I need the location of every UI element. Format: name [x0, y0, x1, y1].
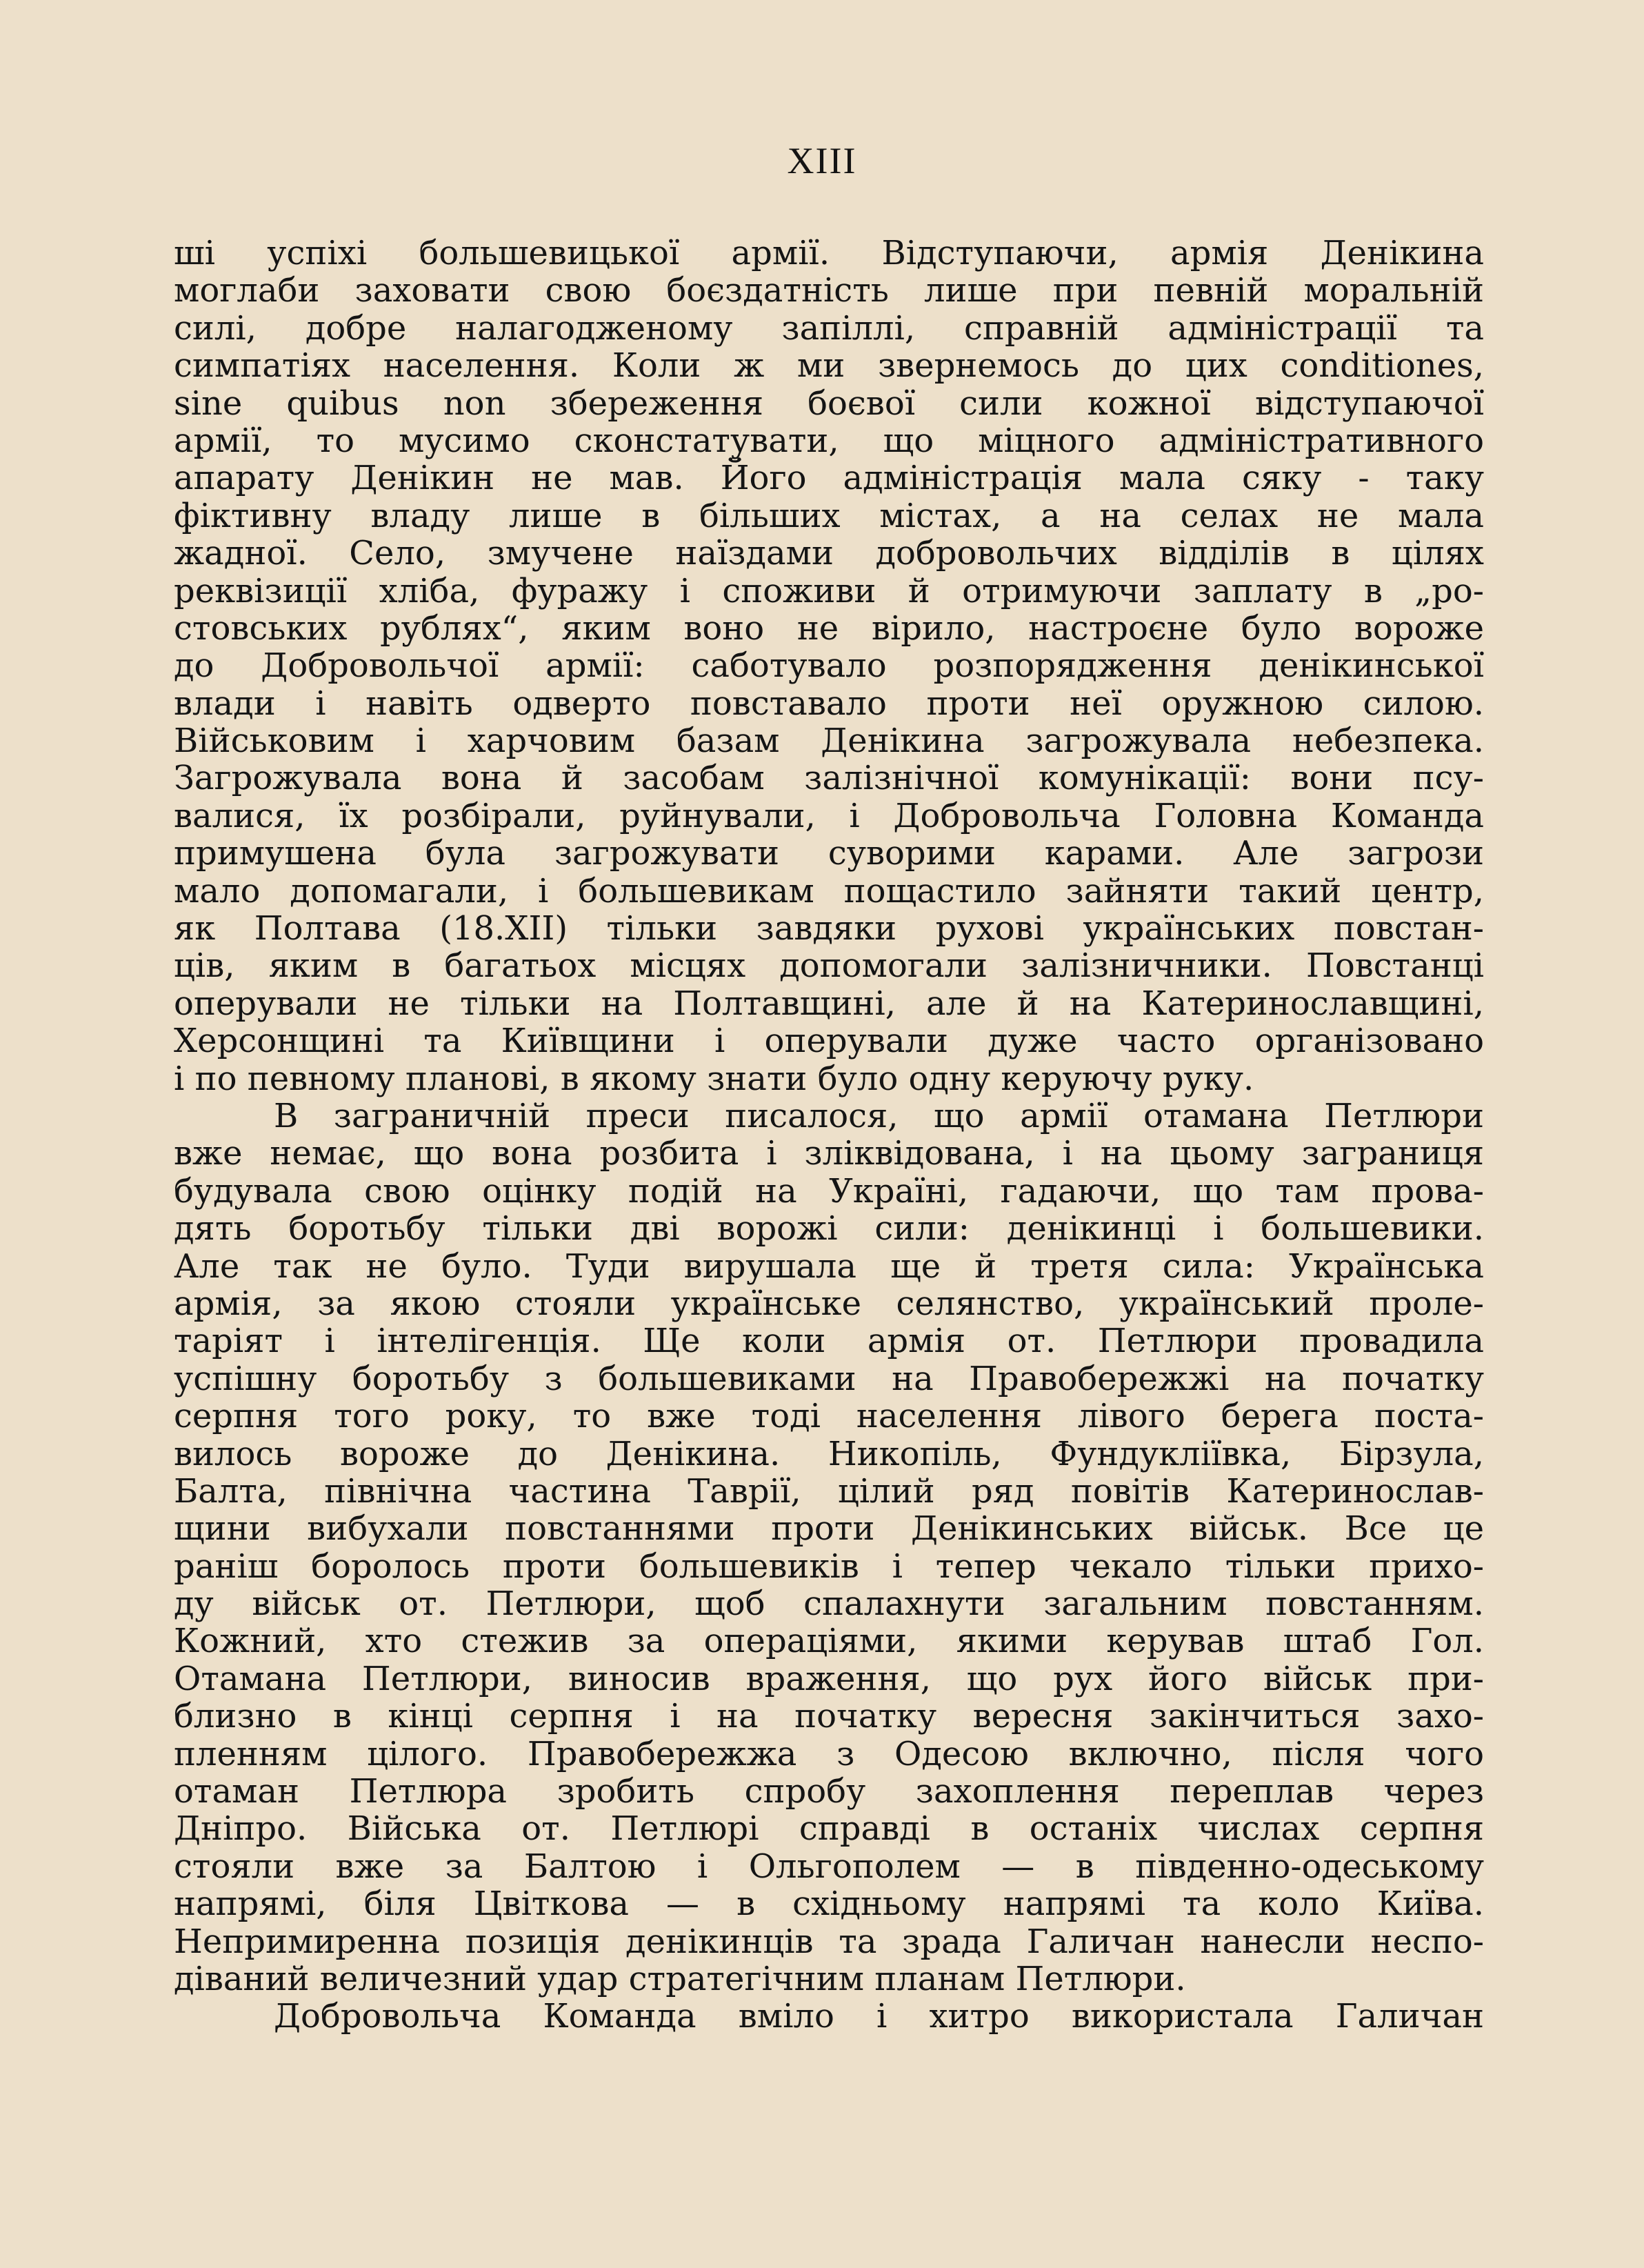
- body-text: [174, 235, 1484, 2036]
- text-line: влади і навіть одверто повставало проти неї оружною силою.: [174, 684, 1484, 723]
- text-line: Непримиренна позиція денікинців та зрада Галичан нанесли неспо-: [174, 1922, 1484, 1961]
- text-line: Дніпро. Війська от. Петлюрі справді в останіх числах серпня: [174, 1809, 1484, 1849]
- text-line: успішну боротьбу з большевиками на Правобережжі на початку: [174, 1359, 1484, 1398]
- text-line: Військовим і харчовим базам Денікина загрожувала небезпека.: [174, 722, 1484, 761]
- text-line: отаман Петлюра зробить спробу захоплення переплав через: [174, 1772, 1484, 1811]
- text-line: апарату Денікин не мав. Його адміністрація мала сяку - таку: [174, 459, 1484, 498]
- text-line: Добровольча Команда вміло і хитро використала Галичан: [274, 1997, 1484, 2036]
- text-line: фіктивну владу лише в більших містах, а на селах не мала: [174, 496, 1484, 535]
- text-line: примушена була загрожувати суворими карами. Але загрози: [174, 834, 1484, 873]
- text-line: до Добровольчої армії: саботувало розпорядження денікинської: [174, 646, 1484, 686]
- text-line: і по певному планові, в якому знати було одну керуючу руку.: [174, 1059, 1254, 1098]
- text-line: щини вибухали повстаннями проти Денікинських військ. Все це: [174, 1509, 1484, 1549]
- text-line: жадної. Село, змучене наїздами добровольчих відділів в цілях: [174, 534, 1484, 573]
- text-line: стовських рублях“, яким воно не вірило, настроєне було вороже: [174, 608, 1484, 648]
- text-line: таріят і інтелігенція. Ще коли армія от. Петлюри провадила: [174, 1322, 1484, 1361]
- text-line: вже немає, що вона розбита і зліквідована, і на цьому заграниця: [174, 1134, 1484, 1173]
- text-line: пленням цілого. Правобережжа з Одесою включно, після чого: [174, 1734, 1484, 1773]
- text-line: Херсонщині та Київщини і оперували дуже часто організовано: [174, 1022, 1484, 1061]
- text-line: оперували не тільки на Полтавщині, але й на Катеринославщині,: [174, 984, 1484, 1023]
- text-line: армія, за якою стояли українське селянство, український проле-: [174, 1284, 1484, 1323]
- text-line: В заграничній преси писалося, що армії отамана Петлюри: [274, 1096, 1484, 1135]
- text-line: ду військ от. Петлюри, щоб спалахнути загальним повстанням.: [174, 1584, 1484, 1624]
- text-line: Отамана Петлюри, виносив враження, що рух його військ при-: [174, 1659, 1484, 1698]
- text-line: близно в кінці серпня і на початку вересня закінчиться захо-: [174, 1697, 1484, 1736]
- text-line: Балта, північна частина Таврії, цілий ряд повітів Катеринослав-: [174, 1471, 1484, 1511]
- text-line: вилось вороже до Денікина. Никопіль, Фундукліївка, Бірзула,: [174, 1434, 1484, 1473]
- text-line: валися, їх розбірали, руйнували, і Добровольча Головна Команда: [174, 796, 1484, 835]
- text-line: серпня того року, то вже тоді населення лівого берега поста-: [174, 1397, 1484, 1436]
- text-line: армії, то мусимо сконстатувати, що міцного адміністративного: [174, 421, 1484, 460]
- text-line: будувала свою оцінку подій на Україні, гадаючи, що там прова-: [174, 1171, 1484, 1211]
- page-number: XIII: [787, 140, 857, 181]
- text-line: діваний величезний удар стратегічним планам Петлюри.: [174, 1959, 1186, 1998]
- text-line: моглаби заховати свою боєздатність лише при певній моральній: [174, 271, 1484, 310]
- text-line: як Полтава (18.XII) тільки завдяки рухові українських повстан-: [174, 909, 1484, 948]
- text-line: реквізиції хліба, фуражу і споживи й отримуючи заплату в „ро-: [174, 571, 1484, 610]
- text-line: напрямі, біля Цвіткова — в східньому напрямі та коло Київа.: [174, 1884, 1484, 1924]
- text-line: раніш боролось проти большевиків і тепер чекало тільки прихо-: [174, 1546, 1484, 1586]
- text-line: Кожний, хто стежив за операціями, якими керував штаб Гол.: [174, 1622, 1484, 1661]
- text-line: силі, добре налагодженому запіллі, справній адміністрації та: [174, 308, 1484, 348]
- text-line: Загрожувала вона й засобам залізнічної комунікації: вони псу-: [174, 759, 1484, 798]
- text-line: мало допомагали, і большевикам пощастило зайняти такий центр,: [174, 871, 1484, 911]
- text-line: дять боротьбу тільки дві ворожі сили: денікинці і большевики.: [174, 1209, 1484, 1249]
- text-line: симпатіях населення. Коли ж ми звернемось до цих conditiones,: [174, 346, 1484, 386]
- text-line: ців, яким в багатьох місцях допомогали залізничники. Повстанці: [174, 946, 1484, 986]
- text-line: sine quibus non збереження боєвої сили кожної відступаючої: [174, 384, 1484, 423]
- text-line: стояли вже за Балтою і Ольгополем — в південно-одеському: [174, 1847, 1484, 1886]
- text-line: Але так не було. Туди вирушала ще й третя сила: Українська: [174, 1246, 1484, 1286]
- text-line: ші успіхі большевицької армії. Відступаючи, армія Денікина: [174, 234, 1484, 272]
